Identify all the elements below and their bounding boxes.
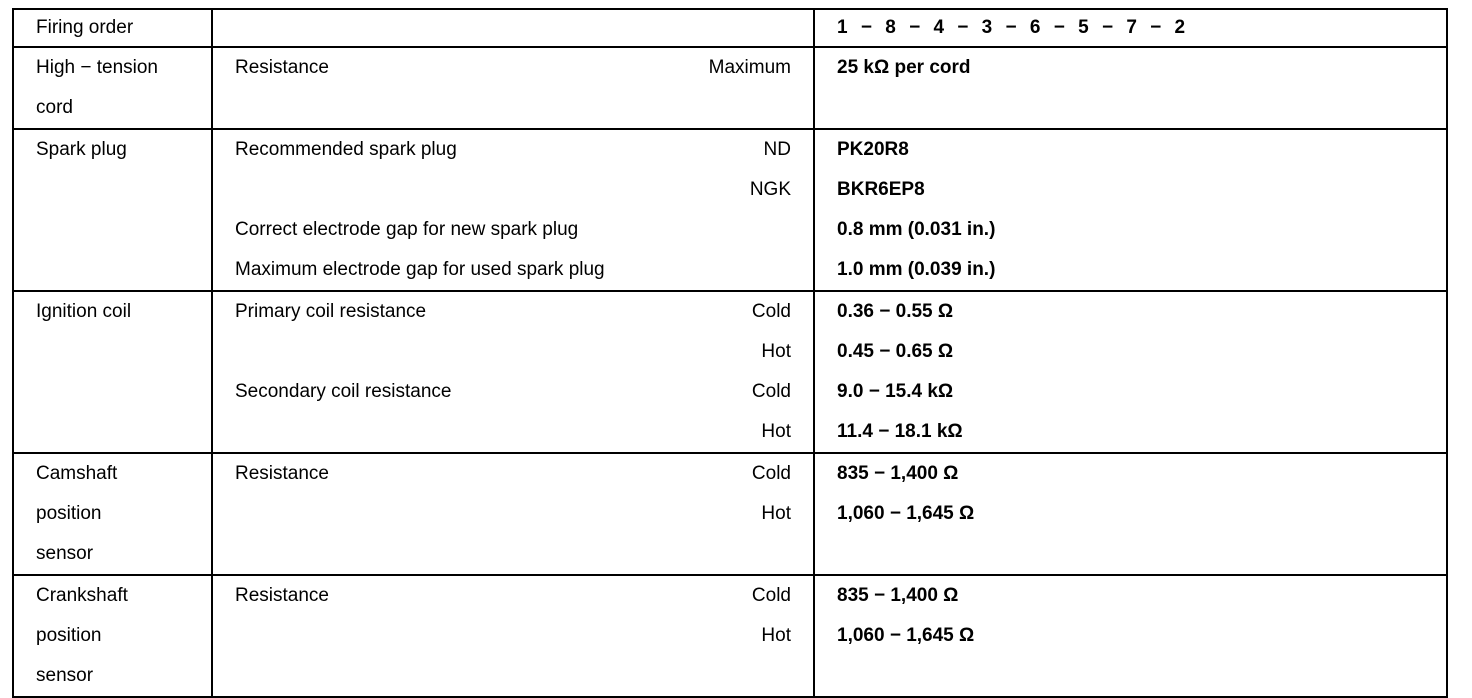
item-line <box>235 576 791 616</box>
value-cell <box>815 10 1446 46</box>
component-label: sensor <box>36 543 94 564</box>
component-label: High − tension <box>36 57 158 78</box>
empty-item-line <box>235 10 791 46</box>
item-line <box>235 210 791 250</box>
value-cell <box>815 48 1446 128</box>
item-condition: Hot <box>761 341 791 362</box>
item-line <box>235 494 791 534</box>
component-cell <box>14 10 213 46</box>
item-line <box>235 292 791 332</box>
component-cell <box>14 576 213 696</box>
item-cell <box>213 48 815 128</box>
item-label: Maximum electrode gap for used spark plug <box>235 259 605 280</box>
value-cell <box>815 130 1446 290</box>
component-cell <box>14 292 213 452</box>
spec-value: 9.0 − 15.4 kΩ <box>837 381 954 402</box>
item-label: Resistance <box>235 585 329 606</box>
table-row-crankshaft-position-sensor <box>14 574 1446 696</box>
item-label: Primary coil resistance <box>235 301 427 322</box>
item-label: Secondary coil resistance <box>235 381 452 402</box>
component-label: Spark plug <box>36 139 127 160</box>
value-cell <box>815 576 1446 696</box>
spec-value: 1,060 − 1,645 Ω <box>837 625 975 646</box>
component-label: position <box>36 625 102 646</box>
spec-value: BKR6EP8 <box>837 179 925 200</box>
item-line <box>235 170 791 210</box>
item-line <box>235 454 791 494</box>
component-label: Ignition coil <box>36 301 132 322</box>
item-label: Correct electrode gap for new spark plug <box>235 219 579 240</box>
item-cell <box>213 576 815 696</box>
item-line <box>235 616 791 656</box>
item-condition: Maximum <box>708 57 791 78</box>
item-cell <box>213 454 815 574</box>
table-row-spark-plug <box>14 128 1446 290</box>
spec-value: 835 − 1,400 Ω <box>837 585 959 606</box>
item-condition: ND <box>763 139 791 160</box>
component-label: sensor <box>36 665 94 686</box>
item-condition: Cold <box>751 463 791 484</box>
item-line <box>235 250 791 290</box>
table-row-firing-order <box>14 10 1446 46</box>
component-label: Crankshaft <box>36 585 128 606</box>
spec-value: 1.0 mm (0.039 in.) <box>837 259 996 280</box>
spec-value: 25 kΩ per cord <box>837 57 971 78</box>
item-line <box>235 412 791 452</box>
spec-value: 0.36 − 0.55 Ω <box>837 301 954 322</box>
specifications-table <box>12 8 1448 698</box>
item-label: Recommended spark plug <box>235 139 457 160</box>
item-line <box>235 48 791 88</box>
spec-value: 0.45 − 0.65 Ω <box>837 341 954 362</box>
item-line <box>235 332 791 372</box>
value-cell <box>815 454 1446 574</box>
table-row-high-tension-cord <box>14 46 1446 128</box>
item-condition: Cold <box>751 301 791 322</box>
item-condition: Hot <box>761 503 791 524</box>
item-line <box>235 372 791 412</box>
item-condition: NGK <box>749 179 791 200</box>
component-cell <box>14 130 213 290</box>
item-condition: Hot <box>761 625 791 646</box>
item-condition: Cold <box>751 381 791 402</box>
spec-value: PK20R8 <box>837 139 909 160</box>
spec-value: 1,060 − 1,645 Ω <box>837 503 975 524</box>
firing-order-value: 1 − 8 − 4 − 3 − 6 − 5 − 7 − 2 <box>837 17 1190 38</box>
value-cell <box>815 292 1446 452</box>
component-cell <box>14 454 213 574</box>
component-label: Firing order <box>36 17 134 38</box>
component-label: cord <box>36 97 73 118</box>
component-cell <box>14 48 213 128</box>
item-label: Resistance <box>235 463 329 484</box>
item-condition: Hot <box>761 421 791 442</box>
component-label: position <box>36 503 102 524</box>
item-condition: Cold <box>751 585 791 606</box>
item-cell <box>213 130 815 290</box>
spec-value: 835 − 1,400 Ω <box>837 463 959 484</box>
spec-value: 0.8 mm (0.031 in.) <box>837 219 996 240</box>
component-label: Camshaft <box>36 463 118 484</box>
item-line <box>235 130 791 170</box>
table-row-ignition-coil <box>14 290 1446 452</box>
item-cell <box>213 10 815 46</box>
spec-value: 11.4 − 18.1 kΩ <box>837 421 963 442</box>
table-row-camshaft-position-sensor <box>14 452 1446 574</box>
item-cell <box>213 292 815 452</box>
item-label: Resistance <box>235 57 329 78</box>
